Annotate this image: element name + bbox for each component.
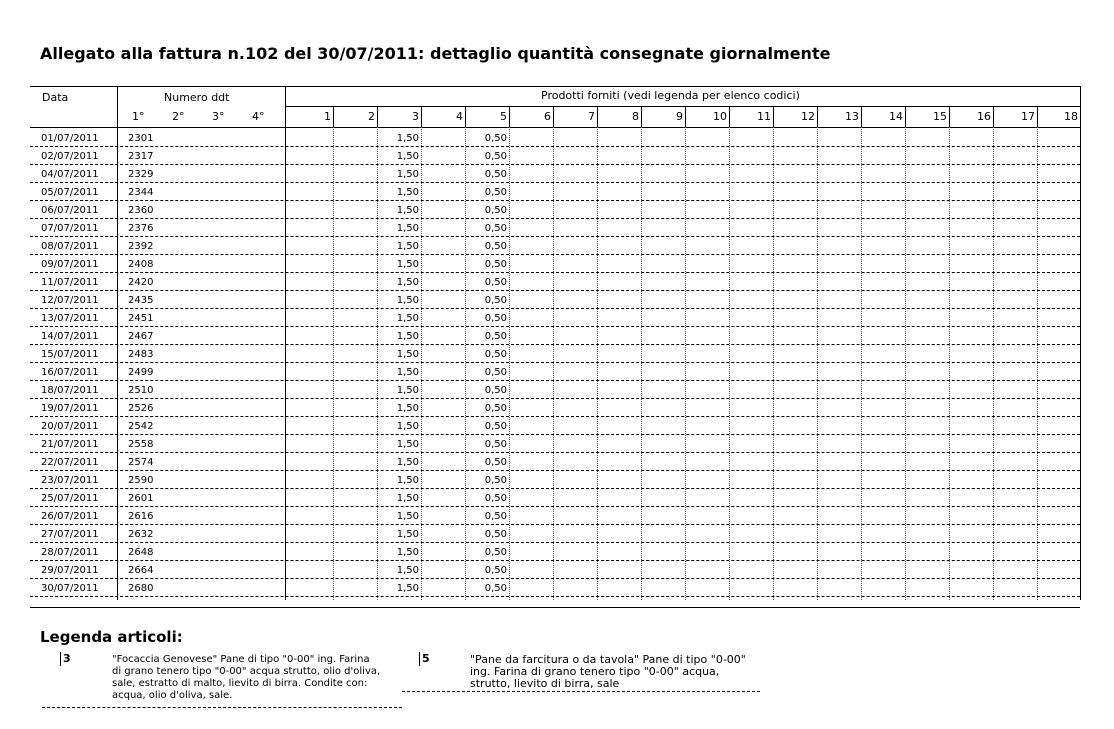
product-column-divider [421, 106, 422, 127]
row-date: 20/07/2011 [41, 421, 99, 432]
product-column-divider [905, 106, 906, 127]
row-ddt-number: 2344 [128, 187, 154, 198]
row-date: 01/07/2011 [41, 133, 99, 144]
row-ddt-number: 2664 [128, 565, 154, 576]
row-date: 30/07/2011 [41, 583, 99, 594]
row-ddt-number: 2408 [128, 259, 154, 270]
row-date: 15/07/2011 [41, 349, 99, 360]
row-product-3-qty: 1,50 [396, 583, 419, 594]
ddt-column-header: 2° [172, 110, 185, 123]
product-column-divider [465, 106, 466, 127]
row-product-5-qty: 0,50 [484, 367, 507, 378]
row-separator [30, 560, 1080, 561]
row-date: 05/07/2011 [41, 187, 99, 198]
product-column-divider [597, 106, 598, 127]
product-column-dotted-divider [597, 127, 598, 600]
row-ddt-number: 2558 [128, 439, 154, 450]
row-date: 08/07/2011 [41, 241, 99, 252]
product-column-header: 15 [933, 110, 947, 123]
row-ddt-number: 2467 [128, 331, 154, 342]
row-product-5-qty: 0,50 [484, 151, 507, 162]
product-column-dotted-divider [465, 127, 466, 600]
row-separator [30, 542, 1080, 543]
row-date: 25/07/2011 [41, 493, 99, 504]
row-product-3-qty: 1,50 [396, 457, 419, 468]
row-product-5-qty: 0,50 [484, 187, 507, 198]
row-separator [30, 344, 1080, 345]
row-product-5-qty: 0,50 [484, 493, 507, 504]
row-product-5-qty: 0,50 [484, 331, 507, 342]
row-product-5-qty: 0,50 [484, 277, 507, 288]
row-separator [30, 596, 1080, 597]
row-ddt-number: 2420 [128, 277, 154, 288]
row-separator [30, 290, 1080, 291]
row-ddt-number: 2542 [128, 421, 154, 432]
product-column-dotted-divider [861, 127, 862, 600]
row-product-3-qty: 1,50 [396, 565, 419, 576]
row-ddt-number: 2376 [128, 223, 154, 234]
product-column-dotted-divider [333, 127, 334, 600]
row-ddt-number: 2510 [128, 385, 154, 396]
row-product-5-qty: 0,50 [484, 547, 507, 558]
product-column-divider [817, 106, 818, 127]
row-product-5-qty: 0,50 [484, 385, 507, 396]
row-ddt-number: 2526 [128, 403, 154, 414]
page-title: Allegato alla fattura n.102 del 30/07/2011: dettaglio quantità consegnate giornalmente [40, 44, 831, 63]
product-column-header: 12 [801, 110, 815, 123]
row-product-5-qty: 0,50 [484, 223, 507, 234]
row-separator [30, 164, 1080, 165]
row-separator [30, 362, 1080, 363]
legend-title: Legenda articoli: [40, 628, 183, 646]
row-separator [30, 182, 1080, 183]
row-separator [30, 416, 1080, 417]
row-product-5-qty: 0,50 [484, 205, 507, 216]
product-column-dotted-divider [509, 127, 510, 600]
product-column-header: 5 [500, 110, 507, 123]
ddt-column-header: 1° [132, 110, 145, 123]
product-column-dotted-divider [1037, 127, 1038, 600]
row-product-5-qty: 0,50 [484, 583, 507, 594]
row-product-3-qty: 1,50 [396, 529, 419, 540]
legend-separator [42, 707, 402, 708]
product-column-dotted-divider [553, 127, 554, 600]
product-column-header: 16 [977, 110, 991, 123]
product-column-divider [949, 106, 950, 127]
row-ddt-number: 2499 [128, 367, 154, 378]
row-ddt-number: 2392 [128, 241, 154, 252]
row-date: 14/07/2011 [41, 331, 99, 342]
row-product-5-qty: 0,50 [484, 403, 507, 414]
row-date: 26/07/2011 [41, 511, 99, 522]
ddt-column-header: 3° [212, 110, 225, 123]
row-product-5-qty: 0,50 [484, 313, 507, 324]
row-ddt-number: 2317 [128, 151, 154, 162]
row-product-3-qty: 1,50 [396, 133, 419, 144]
product-column-header: 3 [412, 110, 419, 123]
row-ddt-number: 2590 [128, 475, 154, 486]
row-product-5-qty: 0,50 [484, 421, 507, 432]
row-separator [30, 218, 1080, 219]
row-product-5-qty: 0,50 [484, 349, 507, 360]
product-column-header: 18 [1064, 110, 1078, 123]
row-date: 19/07/2011 [41, 403, 99, 414]
product-column-dotted-divider [773, 127, 774, 600]
row-separator [30, 308, 1080, 309]
row-product-3-qty: 1,50 [396, 385, 419, 396]
product-column-divider [377, 106, 378, 127]
row-product-5-qty: 0,50 [484, 511, 507, 522]
row-product-5-qty: 0,50 [484, 439, 507, 450]
row-product-3-qty: 1,50 [396, 511, 419, 522]
product-column-header: 11 [757, 110, 771, 123]
row-product-3-qty: 1,50 [396, 187, 419, 198]
legend-code-marker [60, 652, 61, 666]
product-column-divider [685, 106, 686, 127]
row-product-3-qty: 1,50 [396, 331, 419, 342]
product-column-header: 13 [845, 110, 859, 123]
product-column-dotted-divider [905, 127, 906, 600]
row-product-3-qty: 1,50 [396, 241, 419, 252]
products-header-underline [285, 106, 1080, 107]
legend-description-line: sale, estratto di malto, lievito di birra. Condite con: [112, 678, 368, 689]
product-column-dotted-divider [641, 127, 642, 600]
row-ddt-number: 2574 [128, 457, 154, 468]
row-product-5-qty: 0,50 [484, 565, 507, 576]
row-product-3-qty: 1,50 [396, 313, 419, 324]
row-ddt-number: 2329 [128, 169, 154, 180]
row-date: 13/07/2011 [41, 313, 99, 324]
row-separator [30, 434, 1080, 435]
product-column-divider [333, 106, 334, 127]
row-separator [30, 254, 1080, 255]
row-ddt-number: 2680 [128, 583, 154, 594]
legend-code: 3 [63, 652, 71, 665]
row-separator [30, 380, 1080, 381]
row-ddt-number: 2632 [128, 529, 154, 540]
row-product-3-qty: 1,50 [396, 439, 419, 450]
row-product-3-qty: 1,50 [396, 547, 419, 558]
product-column-header: 2 [368, 110, 375, 123]
product-column-header: 4 [456, 110, 463, 123]
row-separator [30, 488, 1080, 489]
product-column-divider [993, 106, 994, 127]
legend-separator [402, 691, 760, 692]
row-product-3-qty: 1,50 [396, 475, 419, 486]
row-date: 12/07/2011 [41, 295, 99, 306]
legend-code-marker [419, 652, 420, 666]
row-product-3-qty: 1,50 [396, 403, 419, 414]
row-date: 28/07/2011 [41, 547, 99, 558]
product-column-divider [509, 106, 510, 127]
row-product-5-qty: 0,50 [484, 529, 507, 540]
legend-description-line: ing. Farina di grano tenero tipo "0-00" acqua, [470, 665, 720, 678]
row-date: 04/07/2011 [41, 169, 99, 180]
row-product-5-qty: 0,50 [484, 295, 507, 306]
product-column-header: 17 [1021, 110, 1035, 123]
row-separator [30, 524, 1080, 525]
row-separator [30, 578, 1080, 579]
row-date: 23/07/2011 [41, 475, 99, 486]
legend-code: 5 [422, 652, 430, 665]
legend-description-line: acqua, olio d'oliva, sale. [112, 690, 233, 701]
row-separator [30, 236, 1080, 237]
legend-description-line: "Focaccia Genovese" Pane di tipo "0-00" ing. Farina [112, 654, 370, 665]
row-product-3-qty: 1,50 [396, 349, 419, 360]
row-date: 11/07/2011 [41, 277, 99, 288]
row-separator [30, 506, 1080, 507]
row-product-5-qty: 0,50 [484, 241, 507, 252]
date-header: Data [42, 91, 69, 104]
products-header: Prodotti forniti (vedi legenda per elenco codici) [541, 89, 800, 102]
product-column-dotted-divider [993, 127, 994, 600]
row-product-3-qty: 1,50 [396, 151, 419, 162]
product-column-dotted-divider [817, 127, 818, 600]
row-ddt-number: 2648 [128, 547, 154, 558]
row-product-3-qty: 1,50 [396, 169, 419, 180]
row-date: 02/07/2011 [41, 151, 99, 162]
row-date: 21/07/2011 [41, 439, 99, 450]
product-column-dotted-divider [685, 127, 686, 600]
row-product-3-qty: 1,50 [396, 259, 419, 270]
row-date: 27/07/2011 [41, 529, 99, 540]
product-column-header: 6 [544, 110, 551, 123]
product-column-header: 10 [713, 110, 727, 123]
row-product-3-qty: 1,50 [396, 367, 419, 378]
table-top-border [30, 86, 1080, 87]
row-date: 16/07/2011 [41, 367, 99, 378]
product-column-header: 7 [588, 110, 595, 123]
row-product-3-qty: 1,50 [396, 421, 419, 432]
row-product-5-qty: 0,50 [484, 169, 507, 180]
product-column-divider [553, 106, 554, 127]
row-product-3-qty: 1,50 [396, 205, 419, 216]
row-date: 18/07/2011 [41, 385, 99, 396]
row-ddt-number: 2301 [128, 133, 154, 144]
row-date: 22/07/2011 [41, 457, 99, 468]
ddt-column-header: 4° [252, 110, 265, 123]
product-column-divider [773, 106, 774, 127]
product-column-divider [861, 106, 862, 127]
row-product-5-qty: 0,50 [484, 133, 507, 144]
row-ddt-number: 2451 [128, 313, 154, 324]
row-date: 29/07/2011 [41, 565, 99, 576]
legend-description-line: strutto, lievito di birra, sale [470, 677, 620, 690]
row-separator [30, 398, 1080, 399]
row-product-5-qty: 0,50 [484, 457, 507, 468]
row-separator [30, 326, 1080, 327]
row-date: 09/07/2011 [41, 259, 99, 270]
row-product-5-qty: 0,50 [484, 259, 507, 270]
product-column-divider [641, 106, 642, 127]
ddt-header: Numero ddt [164, 91, 230, 104]
row-ddt-number: 2360 [128, 205, 154, 216]
product-column-dotted-divider [421, 127, 422, 600]
product-column-header: 1 [324, 110, 331, 123]
legend-description-line: "Pane da farcitura o da tavola" Pane di tipo "0-00" [470, 653, 746, 666]
product-column-dotted-divider [377, 127, 378, 600]
row-product-3-qty: 1,50 [396, 493, 419, 504]
product-column-header: 14 [889, 110, 903, 123]
row-separator [30, 146, 1080, 147]
row-separator [30, 470, 1080, 471]
product-column-divider [729, 106, 730, 127]
row-product-3-qty: 1,50 [396, 277, 419, 288]
product-column-dotted-divider [949, 127, 950, 600]
product-column-divider [1037, 106, 1038, 127]
product-column-header: 9 [676, 110, 683, 123]
product-column-dotted-divider [729, 127, 730, 600]
row-ddt-number: 2483 [128, 349, 154, 360]
product-column-header: 8 [632, 110, 639, 123]
row-date: 07/07/2011 [41, 223, 99, 234]
row-separator [30, 200, 1080, 201]
table-right-border [1080, 86, 1081, 600]
row-date: 06/07/2011 [41, 205, 99, 216]
legend-description-line: di grano tenero tipo "0-00" acqua strutto, olio d'oliva, [112, 666, 381, 677]
row-product-5-qty: 0,50 [484, 475, 507, 486]
row-ddt-number: 2616 [128, 511, 154, 522]
row-ddt-number: 2601 [128, 493, 154, 504]
row-product-3-qty: 1,50 [396, 295, 419, 306]
row-separator [30, 272, 1080, 273]
row-separator [30, 452, 1080, 453]
table-bottom-rule [30, 607, 1080, 608]
row-product-3-qty: 1,50 [396, 223, 419, 234]
table-header-bottom-border [30, 127, 1080, 128]
row-ddt-number: 2435 [128, 295, 154, 306]
